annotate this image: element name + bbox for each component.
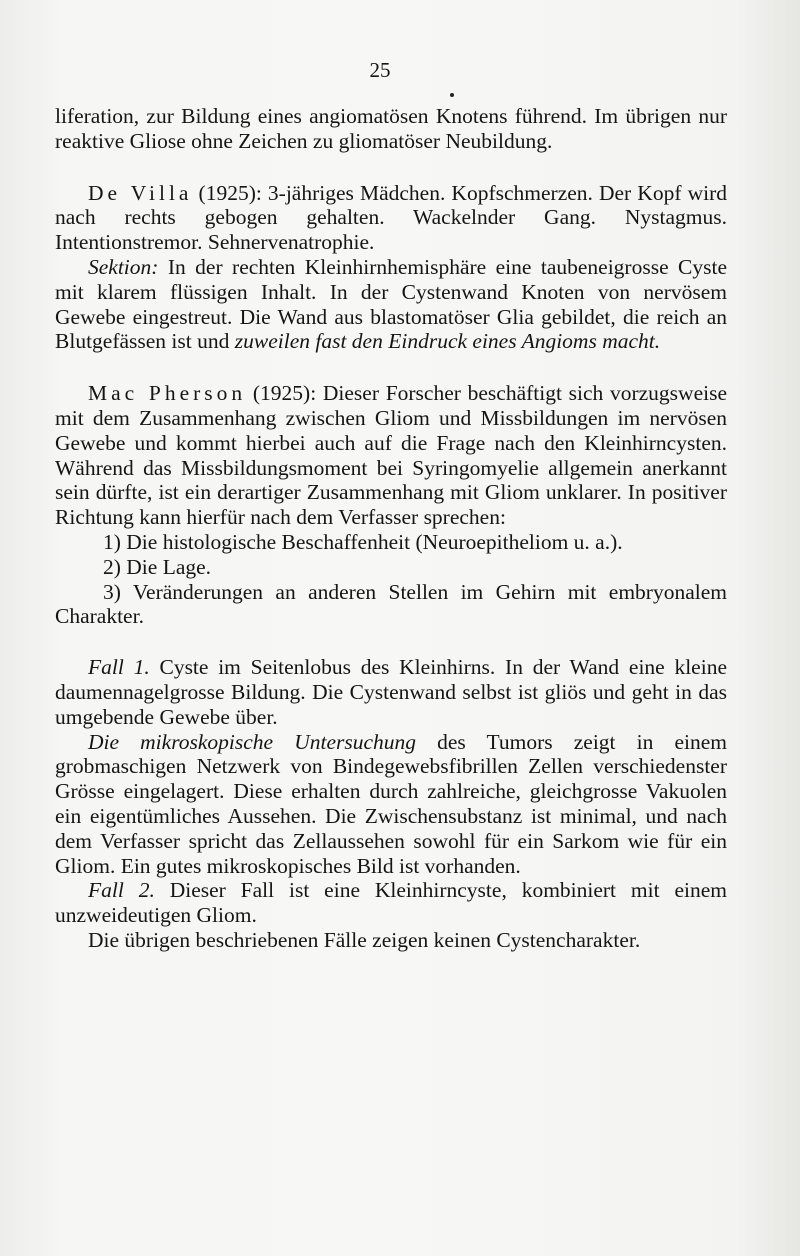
paragraph-text: In der rechten Kleinhirnhemisphäre eine taubeneigrosse Cyste mit klarem flüssigen Inhalt. In der Cystenwand Knoten von nervösem Gewebe eingestreut. Die Wand aus blastomatöser Glia gebildet, die reich an Blutgefässen ist und xyxy=(55,254,727,354)
emphasized-text: zuweilen fast den Eindruck eines Angioms macht. xyxy=(234,329,661,354)
section-label: Die mikroskopische Untersuchung xyxy=(88,729,417,754)
list-item: 1) Die histologische Beschaffenheit (Neuroepitheliom u. a.). xyxy=(103,529,623,554)
page-number: 25 xyxy=(369,58,391,82)
paragraph-fall-2 xyxy=(55,878,727,928)
case-label: Fall 1. xyxy=(88,655,150,680)
paragraph-text: (1925): Dieser Forscher beschäftigt sich vorzugsweise mit dem Zusammenhang zwischen Gliom und Missbildungen im nervösen Gewebe und kommt hierbei auch auf die Frage nach den Kleinhirncysten. Während das Missbildungsmoment bei Syringomyelie allgemein anerkannt sein dürfte, ist ein derartiger Zusammenhang mit Gliom unklarer. In positiver Richtung kann hierfür nach dem Verfasser sprechen: xyxy=(55,381,727,530)
paragraph-fall-1 xyxy=(55,655,727,729)
paragraph-text: Cyste im Seitenlobus des Kleinhirns. In der Wand eine kleine daumennagelgrosse Bildung. Die Cystenwand selbst ist gliös und geht in das umgebende Gewebe über. xyxy=(55,655,727,729)
paragraph-microscopy xyxy=(55,730,727,879)
section-label: Sektion: xyxy=(88,254,159,279)
paragraph-text: des Tumors zeigt in einem grobmaschigen Netzwerk von Bindegewebsfibrillen Zellen verschiedenster Grösse eingelagert. Diese erhalten durch zahlreiche, gleichgrosse Vakuolen ein eigentümliches Aussehen. Die Zwischensubstanz ist minimal, und nach dem Verfasser spricht das Zellaussehen sowohl für ein Sarkom wie für ein Gliom. Ein gutes mikroskopisches Bild ist vorhanden. xyxy=(55,729,728,878)
author-name: De Villa xyxy=(88,180,193,205)
paragraph-continuation: liferation, zur Bildung eines angiomatösen Knotens führend. Im übrigen nur reaktive Gliose ohne Zeichen zu gliomatöser Neubildung. xyxy=(55,104,727,153)
list-item: 2) Die Lage. xyxy=(103,554,212,579)
paragraph-de-villa xyxy=(55,181,727,255)
print-speck xyxy=(450,93,454,97)
author-name: Mac Pherson xyxy=(88,381,247,406)
paragraph-text: (1925): 3-jähriges Mädchen. Kopfschmerzen. Der Kopf wird nach rechts gebogen gehalten. Wackelnder Gang. Nystagmus. Intentionstremor. Sehnervenatrophie. xyxy=(55,180,727,255)
paragraph-mac-pherson xyxy=(55,381,727,530)
case-label: Fall 2. xyxy=(88,878,155,903)
paragraph-sektion xyxy=(55,255,727,354)
paragraph-closing: Die übrigen beschriebenen Fälle zeigen keinen Cystencharakter. xyxy=(88,927,641,952)
paragraph-text: Dieser Fall ist eine Kleinhirncyste, kombiniert mit einem unzweideutigen Gliom. xyxy=(55,878,727,928)
page-body xyxy=(55,104,727,953)
list-item: 3) Veränderungen an anderen Stellen im Gehirn mit embryonalem Charakter. xyxy=(55,579,727,629)
